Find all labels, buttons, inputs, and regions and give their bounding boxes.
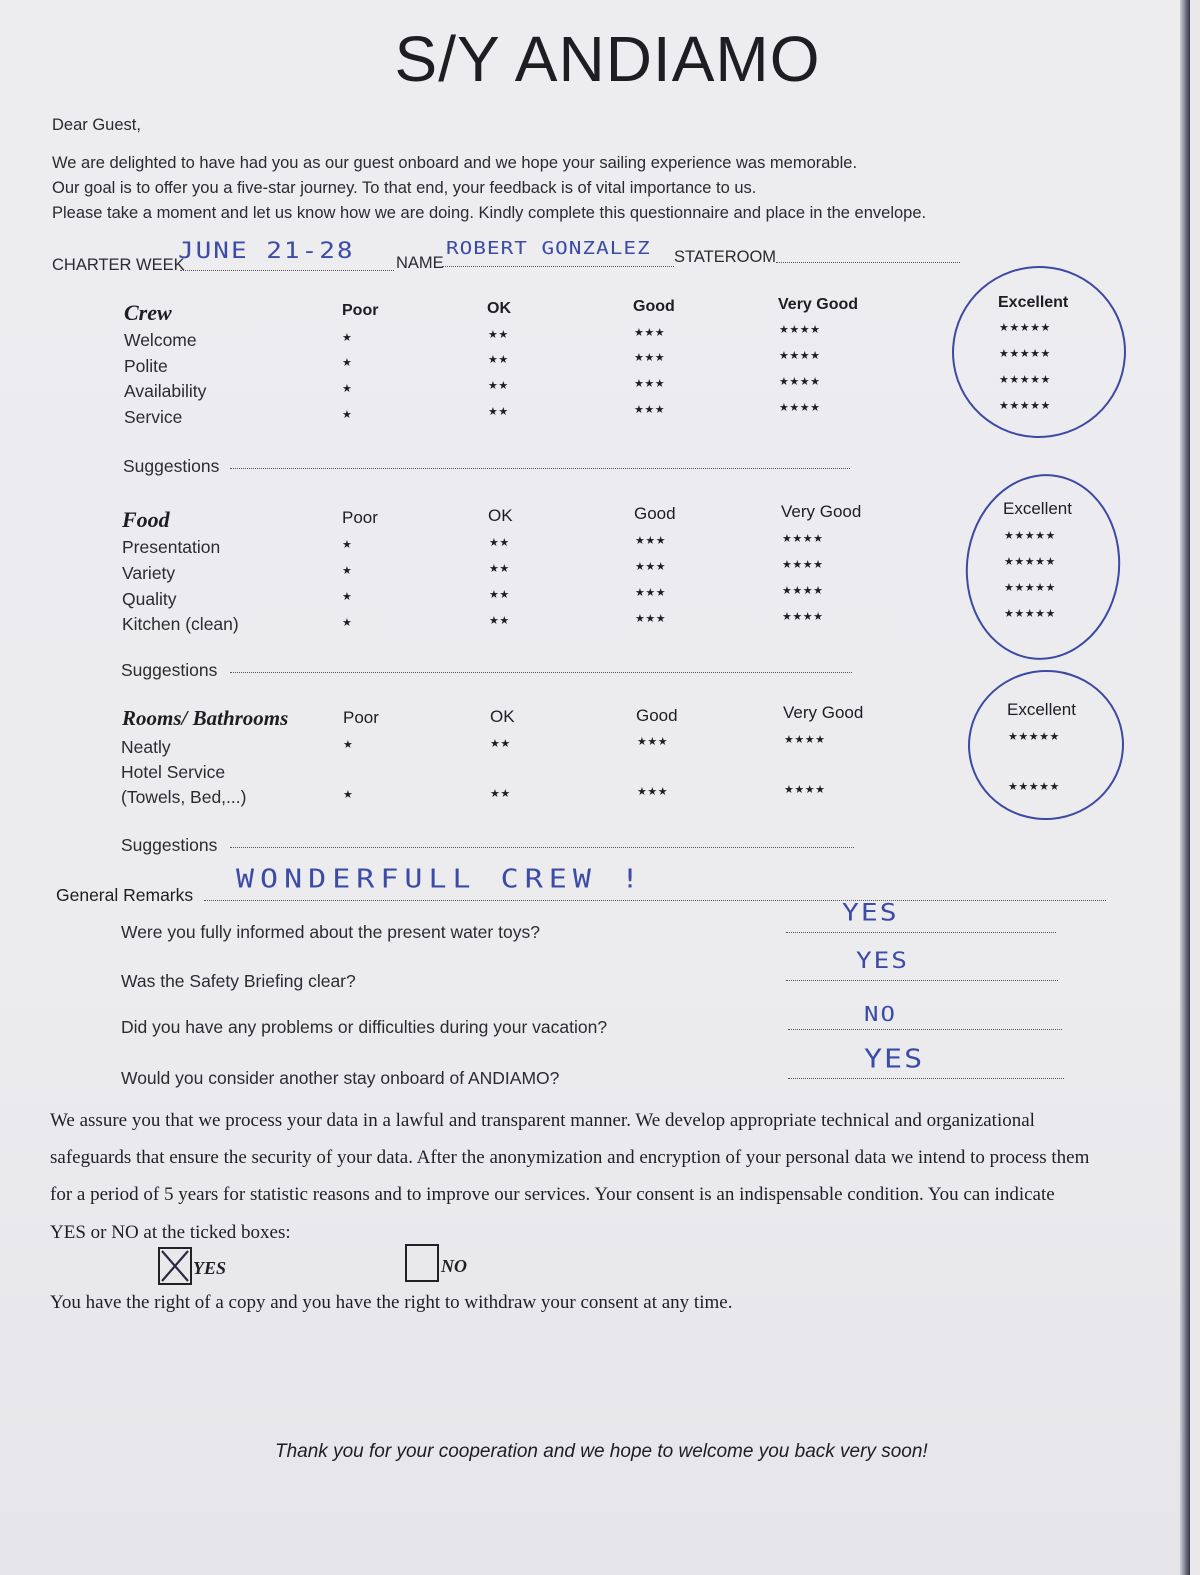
food-criterion-kitchen: Kitchen (clean) [122, 614, 239, 634]
food-header-poor: Poor [342, 508, 378, 527]
crew-polite-rating-1[interactable]: ★ [342, 357, 353, 369]
crew-availability-rating-2[interactable]: ★★ [488, 380, 509, 392]
food-kitchen-rating-2[interactable]: ★★ [489, 615, 510, 627]
rooms-hotel-service-rating-5[interactable]: ★★★★★ [1008, 781, 1060, 793]
privacy-line-3: for a period of 5 years for statistic reasons and to improve our services. Your consent is an indispensable condition. You can indicate [50, 1184, 1055, 1205]
food-presentation-rating-2[interactable]: ★★ [489, 537, 510, 549]
charter-week-value[interactable]: JUNE 21-28 [178, 238, 355, 264]
crew-criterion-service: Service [124, 407, 183, 427]
food-header-very-good: Very Good [781, 502, 862, 521]
name-line [442, 266, 674, 267]
thank-you-message: Thank you for your cooperation and we hope to welcome you back very soon! [275, 1441, 928, 1462]
rooms-header-excellent: Excellent [1007, 700, 1076, 719]
consent-no-checkbox[interactable] [405, 1244, 439, 1282]
crew-header-excellent: Excellent [998, 294, 1069, 311]
food-kitchen-rating-3[interactable]: ★★★ [635, 613, 667, 625]
rooms-suggestions-label: Suggestions [121, 835, 218, 855]
food-excellent-circle [957, 466, 1130, 667]
stateroom-line[interactable] [776, 262, 960, 263]
crew-criterion-availability: Availability [124, 381, 207, 401]
crew-welcome-rating-4[interactable]: ★★★★ [779, 324, 821, 336]
yacht-title: S/Y ANDIAMO [394, 23, 821, 95]
crew-suggestions-line[interactable] [230, 468, 850, 469]
food-header-ok: OK [488, 506, 513, 525]
crew-service-rating-4[interactable]: ★★★★ [779, 402, 821, 414]
food-variety-rating-2[interactable]: ★★ [489, 563, 510, 575]
answer-line-another-stay [788, 1078, 1064, 1079]
page-edge [1180, 0, 1190, 1575]
crew-polite-rating-2[interactable]: ★★ [488, 354, 509, 366]
crew-service-rating-1[interactable]: ★ [342, 409, 353, 421]
food-criterion-presentation: Presentation [122, 537, 221, 557]
food-kitchen-rating-4[interactable]: ★★★★ [782, 611, 824, 623]
rooms-criterion-hotel-service: Hotel Service [121, 762, 226, 782]
crew-service-rating-5[interactable]: ★★★★★ [999, 400, 1051, 412]
charter-week-label: CHARTER WEEK [52, 256, 185, 274]
crew-criterion-polite: Polite [124, 356, 168, 376]
rooms-hotel-service-rating-2[interactable]: ★★ [490, 788, 511, 800]
privacy-line-2: safeguards that ensure the security of your data. After the anonymization and encryption of your personal data we intend to process them [50, 1147, 1090, 1168]
crew-welcome-rating-1[interactable]: ★ [342, 332, 353, 344]
stateroom-label: STATEROOM [674, 248, 777, 266]
general-remarks-label: General Remarks [56, 885, 194, 905]
food-variety-rating-1[interactable]: ★ [342, 565, 353, 577]
food-quality-rating-1[interactable]: ★ [342, 591, 353, 603]
crew-availability-rating-3[interactable]: ★★★ [634, 378, 666, 390]
crew-availability-rating-1[interactable]: ★ [342, 383, 353, 395]
rooms-neatly-rating-2[interactable]: ★★ [490, 738, 511, 750]
rooms-hotel-service-rating-3[interactable]: ★★★ [637, 786, 669, 798]
question-problems: Did you have any problems or difficulties during your vacation? [121, 1017, 608, 1037]
crew-polite-rating-5[interactable]: ★★★★★ [999, 348, 1051, 360]
crew-welcome-rating-3[interactable]: ★★★ [634, 327, 666, 339]
rooms-neatly-rating-5[interactable]: ★★★★★ [1008, 731, 1060, 743]
food-header-good: Good [634, 504, 676, 523]
crew-availability-rating-5[interactable]: ★★★★★ [999, 374, 1051, 386]
rooms-header-ok: OK [490, 707, 515, 726]
food-quality-rating-4[interactable]: ★★★★ [782, 585, 824, 597]
general-remarks-value[interactable]: WONDERFULL CREW ! [236, 864, 646, 895]
food-criterion-quality: Quality [122, 589, 177, 609]
rooms-hotel-service-rating-1[interactable]: ★ [343, 789, 354, 801]
food-quality-rating-2[interactable]: ★★ [489, 589, 510, 601]
question-another-stay: Would you consider another stay onboard of ANDIAMO? [121, 1068, 560, 1088]
answer-water-toys[interactable]: YES [842, 898, 899, 927]
crew-header-very-good: Very Good [778, 296, 859, 313]
crew-header-poor: Poor [342, 302, 379, 319]
question-safety-briefing: Was the Safety Briefing clear? [121, 971, 356, 991]
answer-problems[interactable]: NO [864, 1002, 897, 1026]
food-variety-rating-4[interactable]: ★★★★ [782, 559, 824, 571]
rooms-hotel-service-rating-4[interactable]: ★★★★ [784, 784, 826, 796]
rooms-criterion-neatly: Neatly [121, 737, 171, 757]
food-presentation-rating-4[interactable]: ★★★★ [782, 533, 824, 545]
rooms-excellent-circle [963, 665, 1129, 826]
crew-excellent-circle [941, 255, 1137, 450]
name-value[interactable]: ROBERT GONZALEZ [446, 237, 651, 259]
checkmark-x-icon [160, 1249, 190, 1283]
rooms-neatly-rating-1[interactable]: ★ [343, 739, 354, 751]
crew-service-rating-3[interactable]: ★★★ [634, 404, 666, 416]
general-remarks-line [204, 900, 1106, 901]
crew-header-good: Good [633, 298, 675, 315]
question-water-toys: Were you fully informed about the present water toys? [121, 922, 540, 942]
crew-suggestions-label: Suggestions [123, 456, 220, 476]
consent-yes-label: YES [193, 1258, 227, 1278]
section-title-crew: Crew [124, 300, 172, 325]
intro-line-2: Our goal is to offer you a five-star journey. To that end, your feedback is of vital importance to us. [52, 179, 757, 197]
name-label: NAME [396, 254, 444, 272]
intro-line-3: Please take a moment and let us know how we are doing. Kindly complete this questionnaire and place in the envelope. [52, 204, 927, 222]
rooms-criterion-towels-bed: (Towels, Bed,...) [121, 787, 247, 807]
food-kitchen-rating-5[interactable]: ★★★★★ [1004, 608, 1056, 620]
food-quality-rating-3[interactable]: ★★★ [635, 587, 667, 599]
charter-week-line [180, 270, 394, 271]
food-kitchen-rating-1[interactable]: ★ [342, 617, 353, 629]
crew-polite-rating-4[interactable]: ★★★★ [779, 350, 821, 362]
answer-safety-briefing[interactable]: YES [856, 948, 909, 974]
answer-line-water-toys [786, 932, 1056, 933]
crew-service-rating-2[interactable]: ★★ [488, 406, 509, 418]
food-variety-rating-3[interactable]: ★★★ [635, 561, 667, 573]
food-presentation-rating-3[interactable]: ★★★ [635, 535, 667, 547]
privacy-line-4: YES or NO at the ticked boxes: [50, 1222, 291, 1243]
privacy-line-1: We assure you that we process your data in a lawful and transparent manner. We develop appropriate technical and organizational [50, 1110, 1035, 1131]
food-header-excellent: Excellent [1003, 499, 1072, 518]
greeting: Dear Guest, [52, 116, 141, 134]
food-suggestions-label: Suggestions [121, 660, 218, 680]
answer-another-stay[interactable]: YES [864, 1044, 925, 1075]
rooms-header-good: Good [636, 706, 678, 725]
intro-line-1: We are delighted to have had you as our guest onboard and we hope your sailing experience was memorable. [52, 154, 858, 172]
rights-statement: You have the right of a copy and you have the right to withdraw your consent at any time. [50, 1292, 733, 1313]
crew-availability-rating-4[interactable]: ★★★★ [779, 376, 821, 388]
rooms-neatly-rating-3[interactable]: ★★★ [637, 736, 669, 748]
rooms-suggestions-line[interactable] [230, 847, 854, 848]
answer-line-problems [788, 1029, 1062, 1030]
rooms-header-poor: Poor [343, 708, 379, 727]
food-presentation-rating-1[interactable]: ★ [342, 539, 353, 551]
food-quality-rating-5[interactable]: ★★★★★ [1004, 582, 1056, 594]
rooms-header-very-good: Very Good [783, 703, 864, 722]
consent-no-label: NO [441, 1256, 467, 1276]
food-presentation-rating-5[interactable]: ★★★★★ [1004, 530, 1056, 542]
food-variety-rating-5[interactable]: ★★★★★ [1004, 556, 1056, 568]
food-criterion-variety: Variety [122, 563, 176, 583]
crew-polite-rating-3[interactable]: ★★★ [634, 352, 666, 364]
consent-yes-checkbox[interactable] [158, 1247, 192, 1285]
crew-header-ok: OK [487, 300, 511, 317]
section-title-rooms: Rooms/ Bathrooms [122, 706, 289, 730]
crew-criterion-welcome: Welcome [124, 330, 197, 350]
food-suggestions-line[interactable] [230, 672, 852, 673]
rooms-neatly-rating-4[interactable]: ★★★★ [784, 734, 826, 746]
section-title-food: Food [122, 507, 170, 532]
crew-welcome-rating-5[interactable]: ★★★★★ [999, 322, 1051, 334]
answer-line-safety-briefing [786, 980, 1058, 981]
crew-welcome-rating-2[interactable]: ★★ [488, 329, 509, 341]
